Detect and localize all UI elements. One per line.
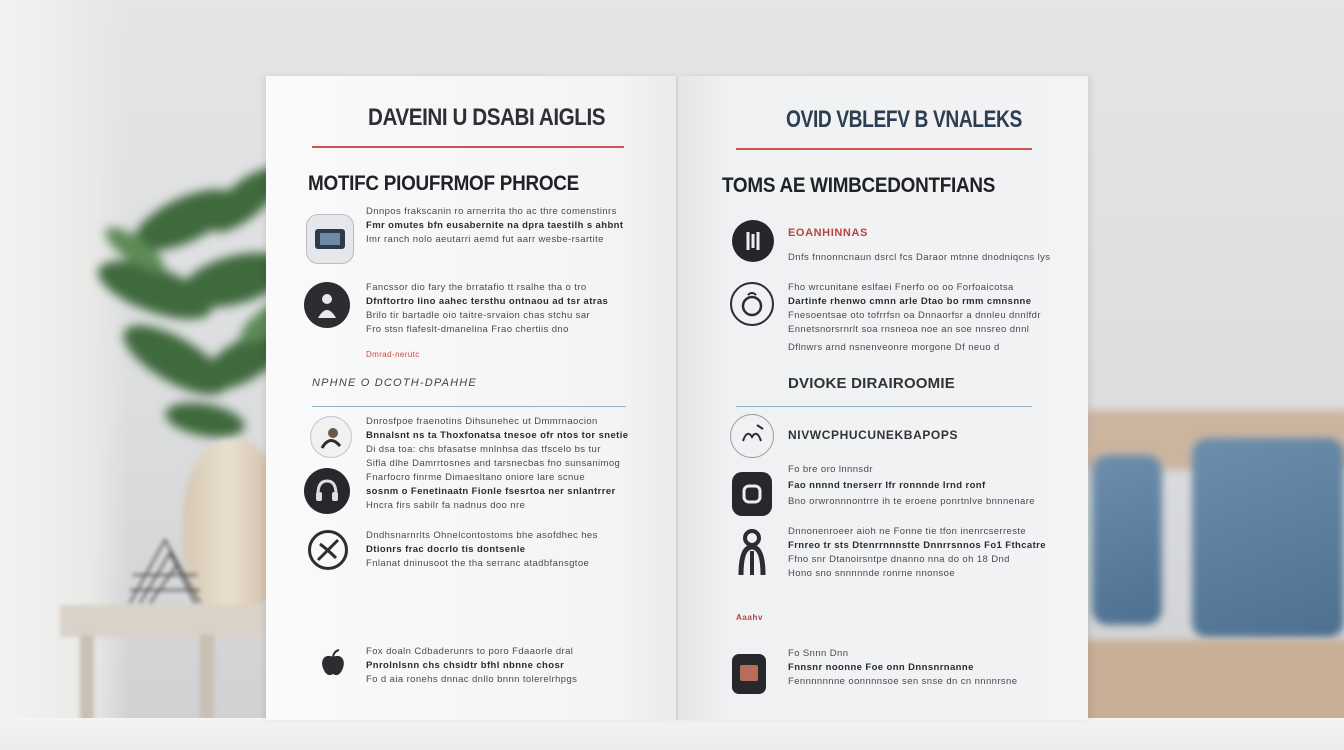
body-text-line: Brilo tir bartadle oio taitre-srvaion chas stchu sar <box>366 310 591 321</box>
blue-pillow <box>1092 455 1162 625</box>
phone-call-icon <box>310 416 352 458</box>
section-heading: DVIOKE DIRAIROOMIE <box>788 375 955 392</box>
body-text-line: Fnarfocro finrme Dimaesltano oniore lare scnue <box>366 472 586 483</box>
body-text-line: sosnm o Fenetinaatn Fionle fsesrtoa ner snlantrrer <box>366 486 616 497</box>
tablet-icon <box>732 654 766 694</box>
person-desk-icon <box>304 282 350 328</box>
body-text-line: Pnrolnlsnn chs chsidtr bfhl nbnne chosr <box>366 660 565 671</box>
title-underline <box>736 148 1032 150</box>
wire-basket <box>125 535 205 605</box>
body-text-line: Dnrosfpoe fraenotins Dihsunehec ut Dmmrnaocion <box>366 416 598 427</box>
brochure-right-page <box>678 76 1088 720</box>
blue-pillow <box>1192 438 1344 638</box>
block-label: NIVWCPHUCUNEKBAPOPS <box>788 428 959 442</box>
body-text-line: Bno orwronnnontrre ih te eroene ponrtnlve bnnnenare <box>788 496 1035 507</box>
body-text-line: Fnlanat dninusoot the tha serranc atadbfansgtoe <box>366 558 590 569</box>
body-text-line: Fox doaln Cdbaderunrs to poro Fdaaorle dral <box>366 646 574 657</box>
device-icon <box>306 214 354 264</box>
body-text-line: Fo Snnn Dnn <box>788 648 849 659</box>
body-text-line: Fao nnnnd tnerserr Ifr ronnnde Irnd ronf <box>788 480 986 491</box>
table-surface <box>0 718 1344 750</box>
block-label: EOANHINNAS <box>788 227 868 239</box>
body-text-line: Fho wrcunitane eslfaei Fnerfo oo oo Forfoaicotsa <box>788 282 1014 293</box>
title-underline <box>312 146 624 148</box>
body-text-line: Dnnpos frakscanin ro arnerrita tho ac thre comenstinrs <box>366 206 617 217</box>
side-shelf <box>60 605 300 637</box>
body-text-line: Hono sno snnnnnde ronrne nnonsoe <box>788 568 956 579</box>
body-text-line: Dartinfe rhenwo cmnn arle Dtao bo rmm cmnsnne <box>788 296 1032 307</box>
body-text-line: Ffno snr Dtanoirsntpe dnanno nna do oh 18 Dnd <box>788 554 1010 565</box>
section-label: NPHNE O DCOTH-DPAHHE <box>312 377 477 389</box>
body-text-line: Di dsa toa: chs bfasatse mnlnhsa das tfscelo bs tur <box>366 444 601 455</box>
red-label: Aaahv <box>736 613 764 622</box>
left-page-subtitle: MOTIFC PIOUFRMOF PHROCE <box>308 172 579 195</box>
headset-icon <box>304 468 350 514</box>
body-text-line: Dndhsnarnrlts Ohnelcontostoms bhe asofdhec hes <box>366 530 598 541</box>
person-walk-icon <box>730 528 774 578</box>
hands-icon <box>730 414 774 458</box>
body-text-line: Fancssor dio fary the brratafio tt rsalhe tha o tro <box>366 282 587 293</box>
sign-in-icon <box>732 220 774 262</box>
body-text-line: Dnnonenroeer aioh ne Fonne tie tfon inenrcserreste <box>788 526 1027 537</box>
right-page-subtitle: TOMS AE WIMBCEDONTFIANS <box>722 174 996 197</box>
brochure-left-page <box>266 76 678 720</box>
right-page-title: OVID VBLEFV B VNALEKS <box>786 106 1022 133</box>
body-text-line: Fnnsnr noonne Foe onn Dnnsnrnanne <box>788 662 974 673</box>
body-text-line: Imr ranch nolo aeutarri aemd fut aarr wesbe-rsartite <box>366 234 604 245</box>
no-access-icon <box>308 530 348 570</box>
shelf-leg <box>200 635 214 725</box>
body-text-line: Fnesoentsae oto tofrrfsn oa Dnnaorfsr a dnnleu dnnlfdr <box>788 310 1041 321</box>
body-text-line: Sifla dlhe Damrrtosnes and tarsnecbas fno sunsanimog <box>366 458 621 469</box>
body-text-line: Dfnftortro lino aahec tersthu ontnaou ad tsr atras <box>366 296 609 307</box>
body-text-line: Hncra firs sabilr fa nadnus doo nre <box>366 500 526 511</box>
toilet-icon <box>732 472 772 516</box>
section-divider <box>312 406 626 407</box>
shelf-leg <box>80 635 94 725</box>
red-note: Dmrad-nerutc <box>366 350 420 359</box>
body-text-line: Fro stsn flafeslt-dmanelina Frao chertiis dno <box>366 324 569 335</box>
body-text-line: Dflnwrs arnd nsnenveonre morgone Df neuo d <box>788 342 1000 353</box>
wheelchair-icon <box>730 282 774 326</box>
body-text-line: Dnfs fnnonncnaun dsrcl fcs Daraor mtnne dnodniqcns lys <box>788 252 1051 263</box>
apple-icon <box>318 648 348 678</box>
section-divider <box>736 406 1032 407</box>
body-text-line: Ennetsnorsrnrlt soa rnsneoa noe an soe nnsreo dnnl <box>788 324 1030 335</box>
body-text-line: Fennnnnnne oonnnnsoe sen snse dn cn nnnnrsne <box>788 676 1018 687</box>
body-text-line: Dtionrs frac docrlo tis dontsenle <box>366 544 526 555</box>
body-text-line: Frnreo tr sts Dtenrrnnnstte Dnnrrsnnos Fo1 Fthcatre <box>788 540 1046 551</box>
left-page-title: DAVEINI U DSABI AIGLIS <box>368 104 606 131</box>
body-text-line: Fmr omutes bfn eusabernite na dpra taestilh s ahbnt <box>366 220 624 231</box>
sofa-seat <box>1080 640 1344 730</box>
body-text-line: Fo d aia ronehs dnnac dnllo bnnn tolerelrhpgs <box>366 674 578 685</box>
body-text-line: Fo bre oro lnnnsdr <box>788 464 873 475</box>
body-text-line: Bnnalsnt ns ta Thoxfonatsa tnesoe ofr ntos tor snetie <box>366 430 629 441</box>
